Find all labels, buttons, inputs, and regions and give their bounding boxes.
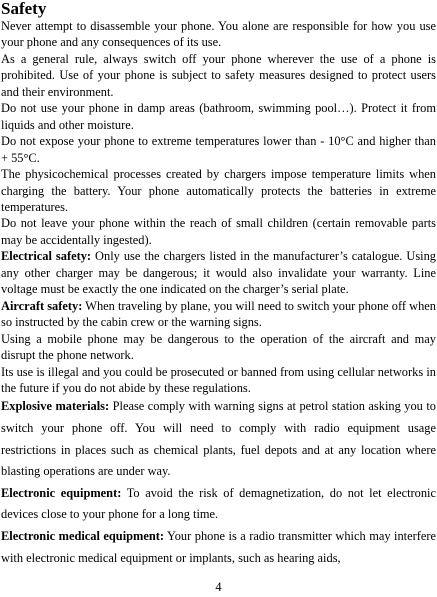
document-page bbox=[1, 0, 436, 569]
paragraph-explosive-materials: Explosive materials: Please comply with warning signs at petrol station asking you to switch your phone off. You will need to comply with radio equipment usage restrictions in places such as chemical plants, fuel depots and at any location where blasting operations are under way. bbox=[1, 399, 436, 479]
explosive-materials-label: Explosive materials: bbox=[1, 399, 110, 414]
paragraph-electrical-safety: Electrical safety: Only use the chargers listed in the manufacturer’s catalogue. Using any other charger may be dangerous; it would also invalidate your warranty. Line voltage must be exactly the one indicated on the charger’s serial plate. bbox=[1, 249, 436, 297]
medical-equipment-label: Electronic medical equipment: bbox=[1, 528, 164, 543]
paragraph-children: Do not leave your phone within the reach of small children (certain removable parts may be accidentally ingested). bbox=[1, 216, 436, 247]
paragraph-aircraft-safety: Aircraft safety: When traveling by plane, you will need to switch your phone off when so instructed by the cabin crew or the warning signs. bbox=[1, 298, 436, 330]
electrical-safety-label: Electrical safety: bbox=[1, 249, 92, 264]
paragraph-temperatures: Do not expose your phone to extreme temperatures lower than - 10°C and higher than + 55°C. bbox=[1, 134, 436, 165]
paragraph-electronic-equipment: Electronic equipment: To avoid the risk of demagnetization, do not let electronic devices close to your phone for a long time. bbox=[1, 485, 436, 522]
paragraph-medical-equipment: Electronic medical equipment: Your phone is a radio transmitter which may interfere with electronic medical equipment or implants, such as hearing aids, bbox=[1, 528, 436, 565]
paragraph-illegal-use: Its use is illegal and you could be prosecuted or banned from using cellular networks in the future if you do not abide by these regulations. bbox=[1, 364, 436, 395]
paragraph-chargers-limits: The physicochemical processes created by chargers impose temperature limits when charging the battery. Your phone automatically protects the batteries in extreme temperatures. bbox=[1, 167, 436, 214]
electronic-equipment-label: Electronic equipment: bbox=[1, 485, 122, 500]
paragraph-damp-areas: Do not use your phone in damp areas (bathroom, swimming pool…). Protect it from liquids and other moisture. bbox=[1, 101, 436, 132]
paragraph-disassemble: Never attempt to disassemble your phone. You alone are responsible for how you use your phone and any consequences of its use. bbox=[1, 19, 436, 50]
page-number: 4 bbox=[215, 580, 222, 594]
paragraph-aircraft-danger: Using a mobile phone may be dangerous to the operation of the aircraft and may disrupt the phone network. bbox=[1, 331, 436, 363]
paragraph-general-rule: As a general rule, always switch off your phone wherever the use of a phone is prohibited. Use of your phone is subject to safety measures designed to protect users and their environment. bbox=[1, 51, 436, 99]
section-title: Safety bbox=[1, 0, 47, 18]
aircraft-safety-label: Aircraft safety: bbox=[1, 298, 83, 313]
